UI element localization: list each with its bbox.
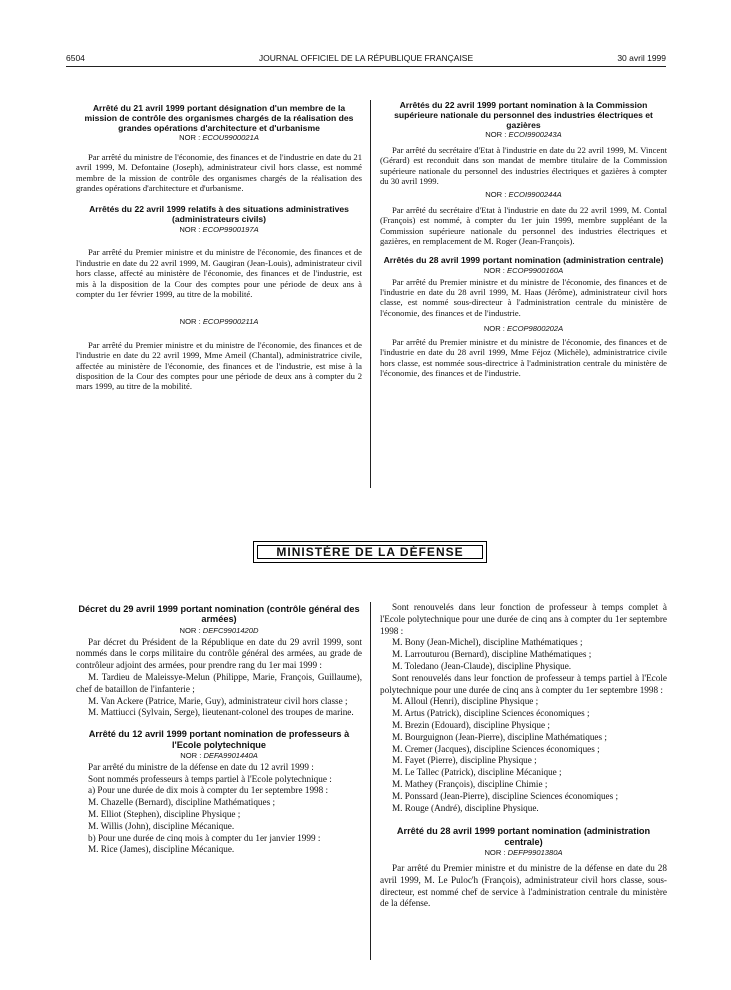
nominee-item: M. Artus (Patrick), discipline Sciences économiques ; xyxy=(392,708,590,719)
page-number: 6504 xyxy=(66,53,85,63)
nominee-item: M. Elliot (Stephen), discipline Physique ; xyxy=(88,808,241,819)
left-bottom-column xyxy=(76,604,362,856)
nominee-item: M. Brezin (Edouard), discipline Physique ; xyxy=(392,719,550,730)
nominee-item: M. Fayet (Pierre), discipline Physique ; xyxy=(392,755,537,766)
nominee-item: M. Larrouturou (Bernard), discipline Mathématiques ; xyxy=(392,649,592,660)
decree-text: Par arrêté du Premier ministre et du ministre de l'économie, des finances et de l'industrie en date du 22 avril 1999, M. Gaugiran (Jean-Louis), administrateur civil hors classe, affecté au ministère de l'économie, des finances et de l'industrie, est mis à la disposition de la Cour des comptes pour une période de deux ans à compter du 1er février 1999, au titre de la mobilité. xyxy=(76,247,362,300)
nor-reference: NOR : DEFP9901380A xyxy=(484,848,563,858)
left-top-column xyxy=(76,104,362,392)
decree-text: Sont renouvelés dans leur fonction de professeur à temps partiel à l'Ecole polytechnique pour une durée de cinq ans à compter du 1er septembre 1998 : xyxy=(380,672,667,695)
nominee-item: M. Toledano (Jean-Claude), discipline Physique. xyxy=(392,660,572,671)
decree-text: Par arrêté du ministre de la défense en date du 12 avril 1999 : xyxy=(88,761,314,772)
nominee-item: M. Tardieu de Maleissye-Melun (Philippe, Marie, François, Guillaume), chef de bataillon de l'infanterie ; xyxy=(76,672,362,694)
right-bottom-column xyxy=(380,602,667,910)
nominee-item: M. Alloul (Henri), discipline Physique ; xyxy=(392,696,539,707)
column-separator xyxy=(370,602,371,960)
nominee-item: M. Ponssard (Jean-Pierre), discipline Sciences économiques ; xyxy=(392,790,619,801)
nominee-item: M. Rice (James), discipline Mécanique. xyxy=(88,844,235,855)
section-title: Arrêtés du 28 avril 1999 portant nomination (administration centrale) xyxy=(383,255,664,266)
nominee-item: M. Le Tallec (Patrick), discipline Mécanique ; xyxy=(392,767,562,778)
nor-reference: NOR : DEFC9901420D xyxy=(179,625,259,635)
column-separator xyxy=(370,100,371,488)
period-item: a) Pour une durée de dix mois à compter du 1er septembre 1998 : xyxy=(88,785,329,796)
ministry-heading-text: MINISTÈRE DE LA DÉFENSE xyxy=(257,545,483,559)
journal-title: JOURNAL OFFICIEL DE LA RÉPUBLIQUE FRANÇAISE xyxy=(258,53,474,63)
nor-reference: NOR : DEFA9901440A xyxy=(180,751,258,760)
decree-text: Par arrêté du ministre de l'économie, des finances et de l'industrie en date du 21 avril 1999, M. Defontaine (Joseph), administrateur civil hors classe, est nommé membre de la mission de contrôle des organismes chargés de la réalisation des grandes opérations d'architecture et d'urbanisme. xyxy=(76,151,362,194)
nominee-item: M. Mattiucci (Sylvain, Serge), lieutenant-colonel des troupes de marine. xyxy=(88,707,354,718)
decree-text: Par arrêté du secrétaire d'Etat à l'industrie en date du 22 avril 1999, M. Vincent (Gérard) est reconduit dans son mandat de membre titulaire de la Commission supérieure nationale du personnel des industries électriques et gazières à compter du 30 avril 1999. xyxy=(380,144,667,187)
section-title: Arrêtés du 22 avril 1999 portant nomination à la Commission supérieure nationale du personnel des industries électriques et gazières xyxy=(394,100,653,130)
nominee-item: M. Mathey (François), discipline Chimie ; xyxy=(392,778,548,789)
decree-text: Par arrêté du Premier ministre et du ministre de l'économie, des finances et de l'industrie en date du 28 avril 1999, Mme Féjoz (Michèle), administratrice civile hors classe, est nommée sous-directrice à l'administration centrale du ministère de l'économie, des finances et de l'industrie. xyxy=(380,336,667,378)
nor-reference: NOR : ECOI9900243A xyxy=(485,130,562,140)
nominee-item: M. Cremer (Jacques), discipline Sciences économiques ; xyxy=(392,743,600,754)
decree-text: Par décret du Président de la République en date du 29 avril 1999, sont nommés dans le corps militaire du contrôle général des armées, au grade de contrôleur adjoint des armées, pour prendre rang du 1er mai 1999 : xyxy=(76,636,362,671)
section-title: Arrêté du 28 avril 1999 portant nomination (administration centrale) xyxy=(396,826,651,847)
section-title: Arrêtés du 22 avril 1999 relatifs à des situations administratives (administrateurs civils) xyxy=(89,204,349,225)
right-top-column xyxy=(380,101,667,378)
ministry-heading xyxy=(253,541,487,563)
period-item: b) Pour une durée de cinq mois à compter du 1er janvier 1999 : xyxy=(88,832,321,843)
decree-text: Par arrêté du Premier ministre et du ministre de l'économie, des finances et de l'industrie en date du 28 avril 1999, M. Haas (Jérôme), administrateur civil hors classe, est nommé sous-directeur à l'administration centrale du ministère de l'économie, des finances et de l'industrie. xyxy=(380,276,667,318)
nor-reference: NOR : ECOP9900160A xyxy=(483,266,564,276)
decree-text: Sont renouvelés dans leur fonction de professeur à temps complet à l'Ecole polytechnique pour une durée de cinq ans à compter du 1er septembre 1998 : xyxy=(380,602,667,636)
decree-text: Par arrêté du Premier ministre et du ministre de la défense en date du 28 avril 1999, M. Le Puloc'h (François), administrateur civil hors classe, sous-directeur, est nommé chef de service à l'administration centrale du ministère de la défense. xyxy=(380,862,667,909)
decree-text: Par arrêté du secrétaire d'Etat à l'industrie en date du 22 avril 1999, M. Contal (François) est nommé, à compter du 1er juin 1999, membre suppléant de la Commission supérieure nationale du personnel des industries électriques et gazières, en remplacement de M. Roger (Jean-François). xyxy=(380,204,667,247)
header-rule xyxy=(66,66,666,67)
nor-reference: NOR : ECOP9800202A xyxy=(483,324,564,334)
nor-reference: NOR : ECOP9900211A xyxy=(179,317,259,327)
nominee-item: M. Bourguignon (Jean-Pierre), discipline Mathématiques ; xyxy=(392,731,607,742)
nominee-item: M. Rouge (André), discipline Physique. xyxy=(392,802,539,813)
nor-reference: NOR : ECOI9900244A xyxy=(485,190,562,200)
nor-reference: NOR : ECOP9900197A xyxy=(179,225,259,235)
nor-reference: NOR : ECOU9900021A xyxy=(179,133,259,143)
decree-text: Sont nommés professeurs à temps partiel à l'Ecole polytechnique : xyxy=(88,773,332,784)
section-title: Décret du 29 avril 1999 portant nomination (contrôle général des armées) xyxy=(78,604,360,625)
page-header xyxy=(66,53,666,67)
nominee-item: M. Van Ackere (Patrice, Marie, Guy), administrateur civil hors classe ; xyxy=(88,695,348,706)
section-title: Arrêté du 21 avril 1999 portant désignation d'un membre de la mission de contrôle des organismes chargés de la réalisation des grandes opérations d'architecture et d'urbanisme xyxy=(84,103,354,133)
issue-date: 30 avril 1999 xyxy=(617,53,666,63)
decree-text: Par arrêté du Premier ministre et du ministre de l'économie, des finances et de l'industrie en date du 22 avril 1999, Mme Ameil (Chantal), administratrice civile, affectée au ministère de l'économie, des finances et de l'industrie, est mise à la disposition de la Cour des comptes pour une période de deux ans à compter du 2 mars 1999, au titre de la mobilité. xyxy=(76,339,362,392)
nominee-item: M. Bony (Jean-Michel), discipline Mathématiques ; xyxy=(392,637,583,648)
nominee-item: M. Willis (John), discipline Mécanique. xyxy=(88,820,235,831)
section-title: Arrêté du 12 avril 1999 portant nomination de professeurs à l'Ecole polytechnique xyxy=(88,729,350,750)
nominee-item: M. Chazelle (Bernard), discipline Mathématiques ; xyxy=(88,797,276,808)
